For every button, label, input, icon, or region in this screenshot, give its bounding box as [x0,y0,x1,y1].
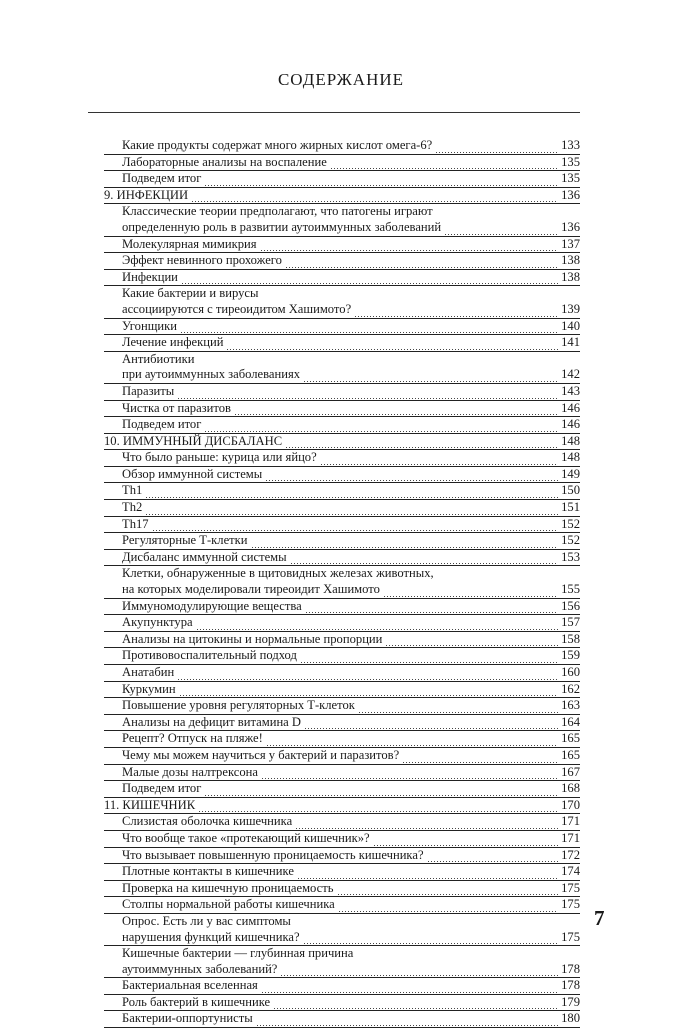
toc-entry-title: Повышение уровня регуляторных Т-клеток [122,698,355,713]
toc-entry-title: Паразиты [122,383,175,398]
toc-entry [104,417,580,434]
toc-entry-title: Опрос. Есть ли у вас симптомы [122,913,291,928]
toc-entry [104,401,580,418]
toc-entry-page: 143 [561,383,580,398]
toc-entry-page: 171 [561,830,580,845]
toc-entry-page: 160 [561,665,580,679]
toc-entry-title: Th2 [122,500,143,515]
toc-entry-title: Чистка от паразитов [122,400,231,415]
toc-leader-dots [191,191,558,203]
toc-entry-title: Молекулярная мимикрия [122,236,257,251]
toc-entry-page: 141 [561,335,580,350]
toc-entry-title: Что вызывает повышенную проницаемость кишечника? [122,847,424,862]
toc-entry [104,367,580,384]
toc-entry [104,352,580,368]
toc-leader-dots [177,388,558,400]
toc-entry [104,220,580,237]
toc-leader-dots [226,339,558,351]
toc-entry-title: Что было раньше: курица или яйцо? [122,450,317,465]
toc-entry-title: Столпы нормальной работы кишечника [122,897,335,912]
toc-entry [104,698,580,715]
toc-entry-title: ассоциируются с тиреоидитом Хашимото? [122,301,352,316]
toc-entry-page: 158 [561,631,580,646]
toc-leader-dots [196,619,559,631]
toc-leader-dots [234,404,558,416]
toc-entry [104,814,580,831]
toc-entry-title: Кишечные бактерии — глубинная причина [122,946,354,961]
toc-leader-dots [260,240,559,252]
toc-entry [104,467,580,484]
toc-entry [104,881,580,898]
toc-leader-dots [261,982,558,994]
toc-entry [104,384,580,401]
toc-entry-title: Куркумин [122,681,176,696]
toc-entry [104,682,580,699]
toc-entry-page: 138 [561,269,580,284]
toc-entry [104,665,580,682]
toc-entry-page: 135 [561,154,580,169]
toc-entry-title: Какие бактерии и вирусы [122,286,259,301]
toc-leader-dots [204,421,558,433]
toc-entry [104,946,580,962]
toc-entry [104,615,580,632]
toc-entry-title: 10. ИММУННЫЙ ДИСБАЛАНС [104,433,283,448]
toc-entry-title: Эффект невинного прохожего [122,253,282,268]
toc-entry-title: Проверка на кишечную проницаемость [122,880,334,895]
toc-entry [104,319,580,336]
toc-entry-title: Бактерии-оппортунисты [122,1011,253,1026]
toc-entry-page: 151 [561,500,580,515]
toc-entry [104,848,580,865]
toc-entry-title: Подведем итог [122,781,202,796]
toc-leader-dots [145,487,558,499]
toc-leader-dots [358,702,558,714]
toc-entry-title: Анализы на цитокины и нормальные пропорции [122,631,383,646]
toc-leader-dots [435,142,558,154]
toc-entry-page: 178 [561,961,580,976]
toc-entry-page: 170 [561,797,580,812]
toc-leader-dots [204,175,558,187]
toc-entry [104,138,580,155]
toc-entry-page: 153 [561,549,580,564]
toc-leader-dots [177,669,558,681]
toc-entry [104,155,580,172]
toc-entry [104,582,580,599]
toc-entry-page: 142 [561,367,580,382]
toc-entry-page: 175 [561,929,580,944]
toc-entry-page: 171 [561,814,580,829]
toc-entry-title: Что вообще такое «протекающий кишечник»? [122,830,370,845]
toc-entry-page: 135 [561,171,580,186]
toc-leader-dots [338,901,558,913]
toc-entry-title: 11. КИШЕЧНИК [104,797,196,812]
toc-leader-dots [295,818,558,830]
toc-entry-title: Чему мы можем научиться у бактерий и паразитов? [122,747,400,762]
toc-entry-page: 156 [561,598,580,613]
toc-entry-page: 136 [561,187,580,202]
toc-entry [104,270,580,287]
toc-leader-dots [204,785,558,797]
toc-leader-dots [297,868,558,880]
toc-entry-title: Инфекции [122,269,178,284]
toc-entry [104,765,580,782]
toc-entry [104,831,580,848]
toc-entry-title: Роль бактерий в кишечнике [122,994,271,1009]
toc-entry-page: 163 [561,698,580,713]
toc-entry-title: определенную роль в развитии аутоиммунных заболеваний [122,219,442,234]
toc-entry-page: 152 [561,516,580,531]
toc-entry-page: 167 [561,764,580,779]
toc-entry [104,450,580,467]
toc-entry-page: 159 [561,648,580,663]
toc-entry-title: Бактериальная вселенная [122,978,258,993]
toc-entry [104,995,580,1012]
toc-entry-title: Анатабин [122,665,175,679]
toc-leader-dots [330,158,558,170]
toc-entry-page: 150 [561,483,580,498]
toc-entry-title: аутоиммунных заболеваний? [122,961,278,976]
toc-entry-title: Лечение инфекций [122,335,224,350]
toc-leader-dots [320,454,558,466]
toc-entry-title: Плотные контакты в кишечнике [122,864,294,879]
toc-entry-title: Угонщики [122,318,177,333]
toc-leader-dots [383,586,558,598]
toc-entry-title: 9. ИНФЕКЦИИ [104,187,189,202]
toc-entry-page: 139 [561,301,580,316]
toc-entry [104,500,580,517]
toc-entry-title: Подведем итог [122,171,202,186]
toc-leader-dots [261,768,558,780]
toc-entry-page: 165 [561,731,580,746]
toc-leader-dots [285,437,558,449]
toc-entry-page: 175 [561,880,580,895]
toc-leader-dots [385,635,558,647]
toc-entry [104,302,580,319]
toc-leader-dots [273,998,558,1010]
toc-leader-dots [180,322,558,334]
toc-entry-page: 146 [561,417,580,432]
toc-entry-page: 136 [561,219,580,234]
toc-entry-page: 179 [561,994,580,1009]
toc-leader-dots [145,504,558,516]
toc-entry [104,781,580,798]
toc-leader-dots [427,851,559,863]
toc-entry-page: 175 [561,897,580,912]
toc-entry-page: 165 [561,747,580,762]
toc-entry-title: Рецепт? Отпуск на пляже! [122,731,263,746]
toc-leader-dots [266,735,558,747]
toc-entry [104,1011,580,1028]
header-divider [88,112,580,113]
toc-entry [104,632,580,649]
page-number: 7 [594,906,605,930]
toc-leader-dots [152,520,559,532]
toc-entry [104,483,580,500]
toc-chapter-entry [104,188,580,205]
toc-entry-title: Акупунктура [122,615,193,630]
toc-entry [104,748,580,765]
toc-leader-dots [304,718,558,730]
toc-entry-page: 174 [561,864,580,879]
toc-leader-dots [444,224,558,236]
toc-entry-title: при аутоиммунных заболеваниях [122,367,301,382]
toc-leader-dots [354,306,558,318]
toc-entry [104,335,580,352]
toc-leader-dots [280,965,558,977]
toc-entry [104,599,580,616]
toc-entry-title: Подведем итог [122,417,202,432]
toc-entry-page: 180 [561,1011,580,1026]
toc-entry [104,171,580,188]
toc-leader-dots [373,835,558,847]
toc-entry [104,648,580,665]
toc-entry [104,962,580,979]
toc-entry-title: Иммуномодулирующие вещества [122,598,302,613]
toc-entry-page: 133 [561,138,580,152]
toc-chapter-entry [104,798,580,815]
toc-entry [104,731,580,748]
toc-entry [104,550,580,567]
toc-entry-title: Th17 [122,516,149,531]
toc-leader-dots [305,602,558,614]
toc-entry [104,715,580,732]
toc-entry-page: 152 [561,533,580,548]
toc-entry-title: Малые дозы налтрексона [122,764,258,779]
toc-leader-dots [303,933,559,945]
toc-entry-title: Антибиотики [122,351,195,366]
toc-entry [104,864,580,881]
toc-entry-page: 157 [561,615,580,630]
table-of-contents [104,138,580,1028]
toc-entry-title: Дисбаланс иммунной системы [122,549,287,564]
toc-entry-page: 162 [561,681,580,696]
toc-entry-page: 137 [561,236,580,251]
toc-entry-page: 146 [561,400,580,415]
toc-entry-title: Клетки, обнаруженные в щитовидных железах животных, [122,566,434,581]
toc-entry-page: 148 [561,433,580,448]
toc-entry-page: 155 [561,582,580,597]
toc-leader-dots [303,371,558,383]
toc-leader-dots [256,1015,558,1027]
toc-entry-title: на которых моделировали тиреоидит Хашимото [122,582,380,597]
toc-leader-dots [198,801,558,813]
toc-leader-dots [300,652,558,664]
toc-entry [104,566,580,582]
toc-entry-page: 149 [561,466,580,481]
toc-leader-dots [179,685,559,697]
toc-leader-dots [402,752,558,764]
toc-leader-dots [181,273,558,285]
toc-entry-page: 178 [561,978,580,993]
toc-entry [104,286,580,302]
toc-entry [104,517,580,534]
toc-entry-title: Классические теории предполагают, что патогены играют [122,204,433,219]
toc-chapter-entry [104,434,580,451]
toc-entry [104,897,580,914]
toc-entry [104,253,580,270]
toc-entry-page: 138 [561,253,580,268]
toc-entry-page: 172 [561,847,580,862]
toc-entry-title: Th1 [122,483,143,498]
toc-entry-title: Противовоспалительный подход [122,648,297,663]
toc-leader-dots [285,257,558,269]
toc-entry [104,914,580,930]
toc-entry-page: 140 [561,318,580,333]
toc-leader-dots [251,537,559,549]
toc-entry [104,237,580,254]
toc-entry-page: 168 [561,781,580,796]
toc-entry-title: Лабораторные анализы на воспаление [122,154,327,169]
toc-entry-title: Слизистая оболочка кишечника [122,814,293,829]
toc-entry-page: 148 [561,450,580,465]
toc-entry [104,978,580,995]
toc-entry-page: 164 [561,714,580,729]
toc-leader-dots [265,470,558,482]
toc-entry-title: Обзор иммунной системы [122,466,263,481]
toc-entry [104,533,580,550]
toc-entry-title: Регуляторные Т-клетки [122,533,248,548]
page-header-title: СОДЕРЖАНИЕ [277,70,405,89]
toc-leader-dots [290,553,558,565]
toc-entry [104,930,580,947]
toc-entry [104,204,580,220]
toc-entry-title: нарушения функций кишечника? [122,929,300,944]
toc-entry-title: Анализы на дефицит витамина D [122,714,302,729]
toc-leader-dots [337,884,559,896]
toc-entry-title: Какие продукты содержат много жирных кислот омега-6? [122,138,433,152]
